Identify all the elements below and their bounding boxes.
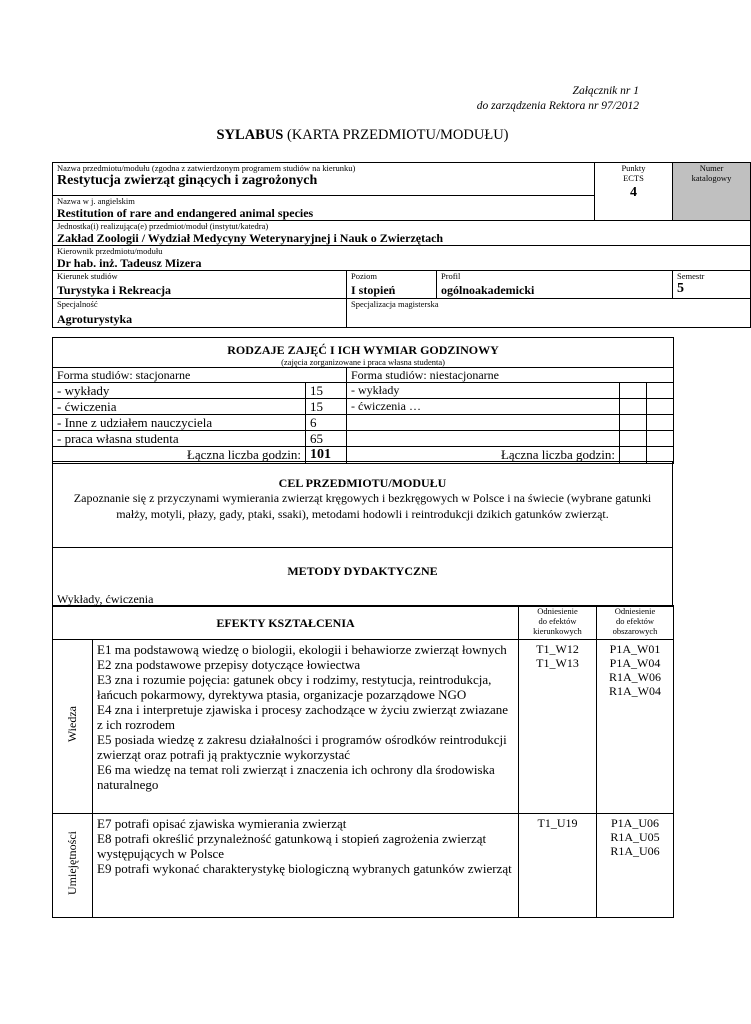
specialty-label: Specjalność xyxy=(57,299,98,309)
stationary-label: Forma studiów: stacjonarne xyxy=(53,368,347,383)
outcomes-title-cell xyxy=(53,606,519,640)
ref-area-label-1: Odniesienie xyxy=(614,606,656,616)
knowledge-area-refs xyxy=(597,640,674,814)
title-rest: (KARTA PRZEDMIOTU/MODUŁU) xyxy=(283,127,509,143)
unit-label: Jednostka(i) realizująca(e) przedmiot/moduł (instytut/katedra) xyxy=(57,221,269,231)
knowledge-row xyxy=(53,640,674,814)
ects-label-1: Punkty xyxy=(621,163,646,173)
table-row xyxy=(53,415,674,431)
ref-area-label-3: obszarowych xyxy=(612,626,658,636)
skills-category-cell xyxy=(53,814,93,918)
part-time-label: Forma studiów: niestacjonarne xyxy=(347,368,674,383)
outcome-item: E7 potrafi opisać zjawiska wymierania zwierząt xyxy=(97,816,347,831)
class-label: - Inne z udziałem nauczyciela xyxy=(53,415,306,431)
profile-cell xyxy=(437,271,673,299)
class-hours: 6 xyxy=(306,415,347,431)
head-cell xyxy=(53,246,751,271)
field-ref: T1_W13 xyxy=(536,656,579,670)
class-label: - ćwiczenia xyxy=(53,399,306,415)
methods-cell xyxy=(53,548,673,607)
skills-items-cell xyxy=(93,814,519,918)
skills-field-refs xyxy=(519,814,597,918)
field-value: Turystyka i Rekreacja xyxy=(57,283,171,297)
outcomes-table xyxy=(52,605,674,918)
total-label: Łączna liczba godzin: xyxy=(53,447,306,464)
ref-field-label-2: do efektów xyxy=(538,616,577,626)
pt-class-label xyxy=(347,415,620,431)
pt-total-label: Łączna liczba godzin: xyxy=(347,447,620,464)
outcome-item: E1 ma podstawową wiedzę o biologii, ekologii i behawiorze zwierząt łownych xyxy=(97,642,507,657)
level-value: I stopień xyxy=(351,283,396,297)
knowledge-field-refs xyxy=(519,640,597,814)
area-ref: P1A_W01 xyxy=(609,642,661,656)
title-bold: SYLABUS xyxy=(216,127,284,143)
head-value: Dr hab. inż. Tadeusz Mizera xyxy=(57,256,202,270)
goal-cell xyxy=(53,462,673,548)
master-spec-cell xyxy=(347,299,751,328)
specialty-value: Agroturystyka xyxy=(57,312,133,326)
class-hours: 15 xyxy=(306,399,347,415)
skills-category: Umiejętności xyxy=(65,831,79,895)
knowledge-category: Wiedza xyxy=(65,705,79,743)
ref-field-header xyxy=(519,606,597,640)
class-hours: 15 xyxy=(306,383,347,399)
classes-table xyxy=(52,337,674,464)
catalog-label-1: Numer xyxy=(699,163,724,173)
field-label: Kierunek studiów xyxy=(57,271,118,281)
pt-class-label: - wykłady xyxy=(347,383,620,399)
annex-line-1: Załącznik nr 1 xyxy=(572,85,639,97)
semester-label: Semestr xyxy=(677,271,705,281)
class-hours: 65 xyxy=(306,431,347,447)
knowledge-items-cell xyxy=(93,640,519,814)
area-ref: R1A_W04 xyxy=(609,684,661,698)
pt-class-label xyxy=(347,431,620,447)
ects-cell xyxy=(595,163,673,221)
outcome-item: E8 potrafi określić przynależność gatunkową i stopień zagrożenia zwierząt występujących w Polsce xyxy=(97,831,487,861)
outcomes-title: EFEKTY KSZTAŁCENIA xyxy=(216,615,355,630)
profile-label: Profil xyxy=(441,271,461,281)
outcome-item: E5 posiada wiedzę z zakresu działalności i programów ośrodków reintrodukcji zwierząt oraz potrafi ją praktycznie wykorzystać xyxy=(97,732,507,762)
ects-value: 4 xyxy=(630,185,637,200)
area-ref: P1A_W04 xyxy=(609,656,661,670)
area-ref: R1A_U05 xyxy=(610,830,660,844)
class-label: - wykłady xyxy=(53,383,306,399)
area-ref: R1A_W06 xyxy=(609,670,661,684)
total-hours: 101 xyxy=(306,447,347,464)
goal-methods-table xyxy=(52,461,673,607)
level-cell xyxy=(347,271,437,299)
master-spec-label: Specjalizacja magisterska xyxy=(351,299,439,309)
profile-value: ogólnoakademicki xyxy=(441,283,535,297)
head-label: Kierownik przedmiotu/modułu xyxy=(57,246,163,256)
outcome-item: E9 potrafi wykonać charakterystykę biologiczną wybranych gatunków zwierząt xyxy=(97,861,512,876)
level-label: Poziom xyxy=(351,271,377,281)
classes-subtitle: (zajęcia zorganizowane i praca własna studenta) xyxy=(281,357,445,367)
goal-text: Zapoznanie się z przyczynami wymierania zwierząt kręgowych i bezkręgowych w Polsce i na świecie (wybrane gatunki małży, motyli, płazy, gady, ptaki, ssaki), metodami hodowli i reintrodukcji dzikich gatunków zwierząt. xyxy=(73,491,652,521)
module-name: Restytucja zwierząt ginących i zagrożonych xyxy=(57,173,318,188)
semester-value: 5 xyxy=(677,281,684,296)
methods-title: METODY DYDAKTYCZNE xyxy=(287,564,438,578)
class-label: - praca własna studenta xyxy=(53,431,306,447)
field-ref: T1_U19 xyxy=(537,816,578,830)
document-title xyxy=(0,127,725,144)
annex-line-2: do zarządzenia Rektora nr 97/2012 xyxy=(476,100,639,112)
module-info-table xyxy=(52,162,751,328)
specialty-cell xyxy=(53,299,347,328)
knowledge-category-cell xyxy=(53,640,93,814)
outcome-item: E2 zna podstawowe przepisy dotyczące łowiectwa xyxy=(97,657,361,672)
ects-label-2: ECTS xyxy=(623,173,644,183)
skills-row xyxy=(53,814,674,918)
unit-cell xyxy=(53,221,751,246)
goal-title: CEL PRZEDMIOTU/MODUŁU xyxy=(278,476,447,490)
outcome-item: E6 ma wiedzę na temat roli zwierząt i znaczenia ich ochrony dla środowiska naturalnego xyxy=(97,762,495,792)
field-ref: T1_W12 xyxy=(536,642,579,656)
semester-cell xyxy=(673,271,751,299)
table-row xyxy=(53,399,674,415)
ref-area-header xyxy=(597,606,674,640)
area-ref: R1A_U06 xyxy=(610,844,660,858)
methods-text: Wykłady, ćwiczenia xyxy=(57,592,154,606)
module-name-cell xyxy=(53,163,595,196)
outcome-item: E4 zna i interpretuje zjawiska i procesy zachodzące w życiu zwierząt zwiazane z ich rozrodem xyxy=(97,702,509,732)
unit-value: Zakład Zoologii / Wydział Medycyny Weterynaryjnej i Nauk o Zwierzętach xyxy=(57,231,444,245)
module-name-en: Restitution of rare and endangered animal species xyxy=(57,206,314,220)
table-row xyxy=(53,383,674,399)
outcome-item: E3 zna i rozumie pojęcia: gatunek obcy i rodzimy, restytucja, reintrodukcja, łańcuch pokarmowy, dyrektywa ptasia, organizacje pozarządowe NGO xyxy=(97,672,492,702)
area-ref: P1A_U06 xyxy=(610,816,659,830)
annex-header xyxy=(477,84,639,114)
classes-title: RODZAJE ZAJĘĆ I ICH WYMIAR GODZINOWY xyxy=(227,343,499,357)
pt-class-label: - ćwiczenia … xyxy=(347,399,620,415)
catalog-label-2: katalogowy xyxy=(691,173,732,183)
catalog-number-cell xyxy=(673,163,751,221)
ref-field-label-3: kierunkowych xyxy=(533,626,582,636)
module-name-label: Nazwa przedmiotu/modułu (zgodna z zatwierdzonym programem studiów na kierunku) xyxy=(57,163,356,173)
skills-area-refs xyxy=(597,814,674,918)
module-name-en-label: Nazwa w j. angielskim xyxy=(57,196,135,206)
ref-area-label-2: do efektów xyxy=(615,616,654,626)
module-name-en-cell xyxy=(53,196,595,221)
field-cell xyxy=(53,271,347,299)
ref-field-label-1: Odniesienie xyxy=(537,606,578,616)
classes-title-cell xyxy=(53,338,674,368)
table-row xyxy=(53,431,674,447)
